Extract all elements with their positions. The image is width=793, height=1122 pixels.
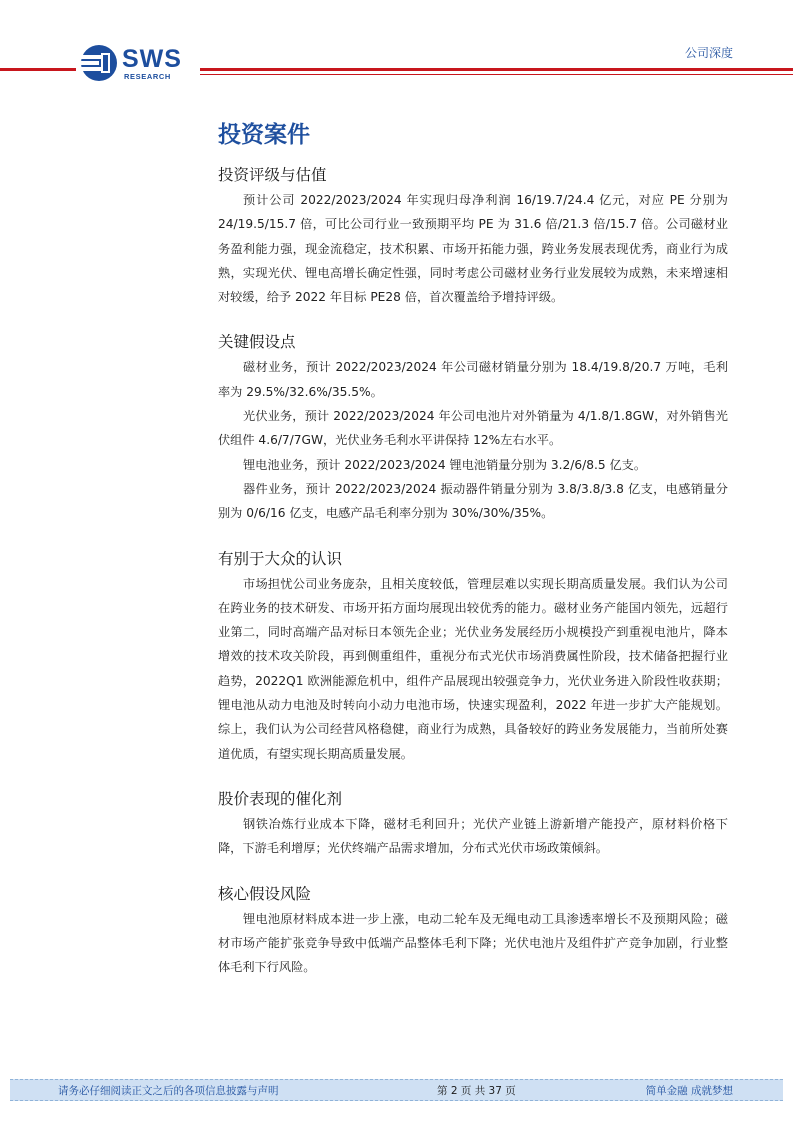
section-title: 有别于大众的认识	[218, 549, 343, 568]
page-title: 投资案件	[218, 122, 310, 148]
paragraph: 钢铁冶炼行业成本下降，磁材毛利回升；光伏产业链上游新增产能投产，原材料价格下降，下游毛利增厚；光伏终端产品需求增加，分布式光伏市场政策倾斜。	[218, 816, 728, 856]
section-rating-valuation	[218, 162, 728, 309]
sws-logo-icon	[80, 44, 118, 82]
paragraph: 光伏业务，预计 2022/2023/2024 年公司电池片对外销量为 4/1.8/1.8GW，对外销售光伏组件 4.6/7/7GW，光伏业务毛利水平讲保持 12%左右水平。	[218, 409, 728, 448]
paragraph: 锂电池业务，预计 2022/2023/2024 锂电池销量分别为 3.2/6/8.5 亿支。	[243, 457, 647, 472]
document-type: 公司深度	[684, 46, 733, 60]
sws-logo	[80, 44, 200, 84]
section-catalysts	[218, 786, 728, 861]
paragraph: 预计公司 2022/2023/2024 年实现归母净利润 16/19.7/24.4 亿元，对应 PE 分别为 24/19.5/15.7 倍，可比公司行业一致预期平均 PE 为 31.6 倍/21.3 倍/15.7 倍。公司磁材业务盈利能力强，现金流稳定，技术积累、市场开拓能力强，跨业务发展表现优秀，商业行为成熟，实现光伏、锂电高增长确定性强，同时考虑公司磁材业务行业发展较为成熟，未来增速相对较缓，给予 2022 年目标 PE28 倍，首次覆盖给予增持评级。	[218, 193, 728, 305]
section-title: 股价表现的催化剂	[218, 789, 343, 808]
header-rule-thin	[200, 74, 793, 75]
section-risks	[218, 881, 728, 980]
footer-slogan: 简单金融 成就梦想	[645, 1085, 733, 1097]
paragraph: 器件业务，预计 2022/2023/2024 振动器件销量分别为 3.8/3.8/3.8 亿支，电感销量分别为 0/6/16 亿支，电感产品毛利率分别为 30%/30%/35%。	[218, 481, 728, 521]
footer-disclaimer: 请务必仔细阅读正文之后的各项信息披露与声明	[58, 1085, 279, 1097]
logo-text: SWS	[122, 45, 182, 73]
header-rule-left	[0, 68, 76, 71]
paragraph: 市场担忧公司业务庞杂，且相关度较低，管理层难以实现长期高质量发展。我们认为公司在跨业务的技术研发、市场开拓方面均展现出较优秀的能力。磁材业务产能国内领先，远超行业第二，同时高端产品对标日本领先企业；光伏业务发展经历小规模投产到重视电池片，降本增效的技术攻关阶段，再到侧重组件，重视分布式光伏市场消费属性阶段，技术储备把握行业趋势，2022Q1 欧洲能源危机中，组件产品展现出较强竞争力，光伏业务进入阶段性收获期；锂电池从动力电池及时转向小动力电池市场，快速实现盈利，2022 年进一步扩大产能规划。综上，我们认为公司经营风格稳健，商业行为成熟，具备较好的跨业务发展能力，当前所处赛道优质，有望实现长期高质量发展。	[218, 576, 728, 761]
page-number: 第 2 页 共 37 页	[437, 1085, 516, 1097]
section-title: 投资评级与估值	[218, 166, 327, 184]
section-key-assumptions	[218, 329, 728, 525]
logo-subtext: RESEARCH	[124, 72, 171, 81]
report-content	[218, 118, 728, 999]
page-header	[0, 0, 793, 90]
section-differentiated-view	[218, 546, 728, 766]
paragraph: 锂电池原材料成本进一步上涨，电动二轮车及无绳电动工具渗透率增长不及预期风险；磁材市场产能扩张竞争导致中低端产品整体毛利下降；光伏电池片及组件扩产竞争加剧，行业整体毛利下行风险。	[218, 911, 728, 975]
header-rule-right	[200, 68, 793, 71]
paragraph: 磁材业务，预计 2022/2023/2024 年公司磁材销量分别为 18.4/19.8/20.7 万吨，毛利率为 29.5%/32.6%/35.5%。	[218, 360, 728, 399]
section-title: 核心假设风险	[218, 884, 312, 903]
page-footer	[0, 1076, 793, 1102]
section-title: 关键假设点	[218, 333, 296, 352]
